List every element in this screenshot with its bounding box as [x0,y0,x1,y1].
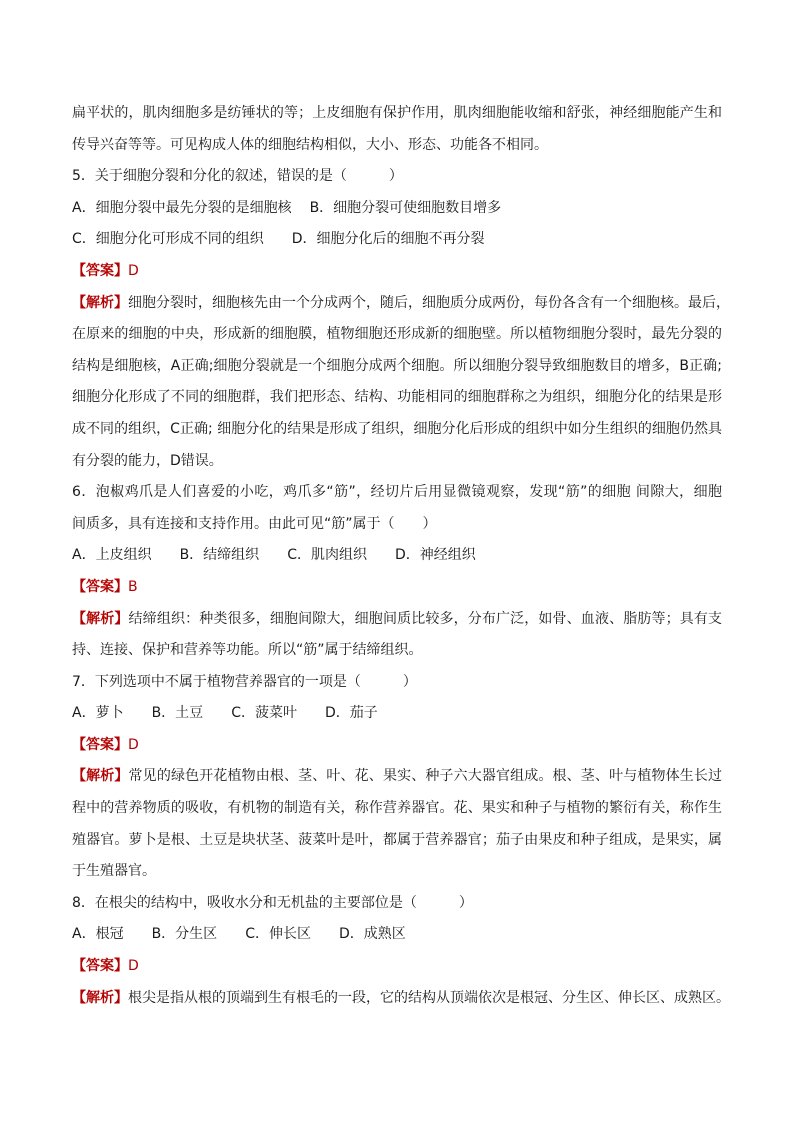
option-c: C．细胞分化可形成不同的组织 [72,231,264,248]
answer-value: D [128,736,139,753]
option-d: D．神经组织 [394,547,476,564]
analysis-line: 程中的营养物质的吸收，有机物的制造有关，称作营养器官。花、果实和种子与植物的繁衍有关，称作生 [72,800,722,817]
answer-value: D [128,958,139,975]
intro-line: 扁平状的，肌肉细胞多是纺锤状的等；上皮细胞有保护作用，肌肉细胞能收缩和舒张，神经细胞能产生和 [72,105,722,121]
analysis-label: 【解析】 [72,989,128,1006]
analysis-line: 成不同的组织，C正确; 细胞分化的结果是形成了组织，细胞分化后形成的组织中如分生组织的细胞仍然具 [72,420,722,437]
question-5 [72,161,730,477]
option-d: D．成熟区 [338,926,406,943]
question-stem: 7．下列选项中不属于植物营养器官的一项是（ ） [72,673,417,690]
analysis-line: 持、连接、保护和营养等功能。所以“筋”属于结缔组织。 [72,642,423,659]
document-page [72,98,730,1014]
answer-label: 【答案】 [72,958,128,975]
option-a: A．细胞分裂中最先分裂的是细胞核 [72,199,292,216]
option-row [72,224,722,256]
answer-line [72,730,722,762]
question-7 [72,667,722,888]
option-c: C．伸长区 [245,926,311,943]
answer-label: 【答案】 [72,736,128,753]
analysis-label: 【解析】 [72,768,129,785]
analysis-label: 【解析】 [72,610,129,627]
analysis-line: 在原来的细胞的中央，形成新的细胞膜，植物细胞还形成新的细胞壁。所以植物细胞分裂时，最先分裂的 [72,326,722,343]
option-row [72,193,722,225]
answer-label: 【答案】 [72,262,128,279]
answer-label: 【答案】 [72,578,128,595]
analysis-line: 【解析】细胞分裂时，细胞核先由一个分成两个，随后，细胞质分成两份，每份各含有一个细胞核。最后， [72,294,730,311]
option-b: B．结缔组织 [179,547,260,564]
option-row [72,919,722,951]
option-b: B．分生区 [151,926,218,943]
option-c: C．菠菜叶 [231,705,297,722]
analysis-line: 有分裂的能力，D错误。 [72,452,223,469]
option-a: A．上皮组织 [72,547,152,564]
answer-line [72,951,722,983]
analysis-line: 于生殖器官。 [72,863,156,880]
analysis-line: 【解析】根尖是指从根的顶端到生有根毛的一段，它的结构从顶端依次是根冠、分生区、伸长区、成熟区。 [72,989,730,1006]
option-a: A．根冠 [72,926,124,943]
answer-line [72,256,722,288]
analysis-line: 细胞分化形成了不同的细胞群，我们把形态、结构、功能相同的细胞群称之为组织，细胞分化的结果是形 [72,389,722,406]
option-d: D．细胞分化后的细胞不再分裂 [291,231,485,248]
question-6 [72,477,722,667]
analysis-line: 殖器官。萝卜是根、土豆是块状茎、菠菜叶是叶，都属于营养器官；茄子由果皮和种子组成，是果实，属 [72,831,722,848]
answer-line [72,572,722,604]
option-row [72,698,722,730]
option-a: A．萝卜 [72,705,124,722]
question-stem: 5．关于细胞分裂和分化的叙述，错误的是（ ） [72,168,403,185]
intro-line: 传导兴奋等等。可见构成人体的细胞结构相似，大小、形态、功能各不相同。 [72,136,548,153]
option-c: C．肌肉组织 [287,547,367,564]
answer-value: B [128,578,138,595]
option-d: D．茄子 [324,705,378,722]
option-b: B．细胞分裂可使细胞数目增多 [309,199,502,216]
analysis-line: 【解析】结缔组织：种类很多，细胞间隙大，细胞间质比较多，分布广泛，如骨、血液、脂肪等；具有支 [72,610,723,627]
option-row [72,540,722,572]
analysis-label: 【解析】 [72,294,128,311]
question-stem: 8．在根尖的结构中，吸收水分和无机盐的主要部位是（ ） [72,894,473,911]
analysis-line: 结构是细胞核，A正确;细胞分裂就是一个细胞分成两个细胞。所以细胞分裂导致细胞数目的增多，B正确; [72,357,722,374]
question-8 [72,888,730,1014]
analysis-line: 【解析】常见的绿色开花植物由根、茎、叶、花、果实、种子六大器官组成。根、茎、叶与植物体生长过 [72,768,723,785]
question-stem: 6．泡椒鸡爪是人们喜爱的小吃，鸡爪多“筋”，经切片后用显微镜观察，发现“筋”的细胞 间隙大，细胞 [72,484,722,501]
answer-value: D [128,262,139,279]
option-b: B．土豆 [151,705,204,722]
question-stem: 间质多，具有连接和支持作用。由此可见“筋”属于（ ） [72,515,437,532]
